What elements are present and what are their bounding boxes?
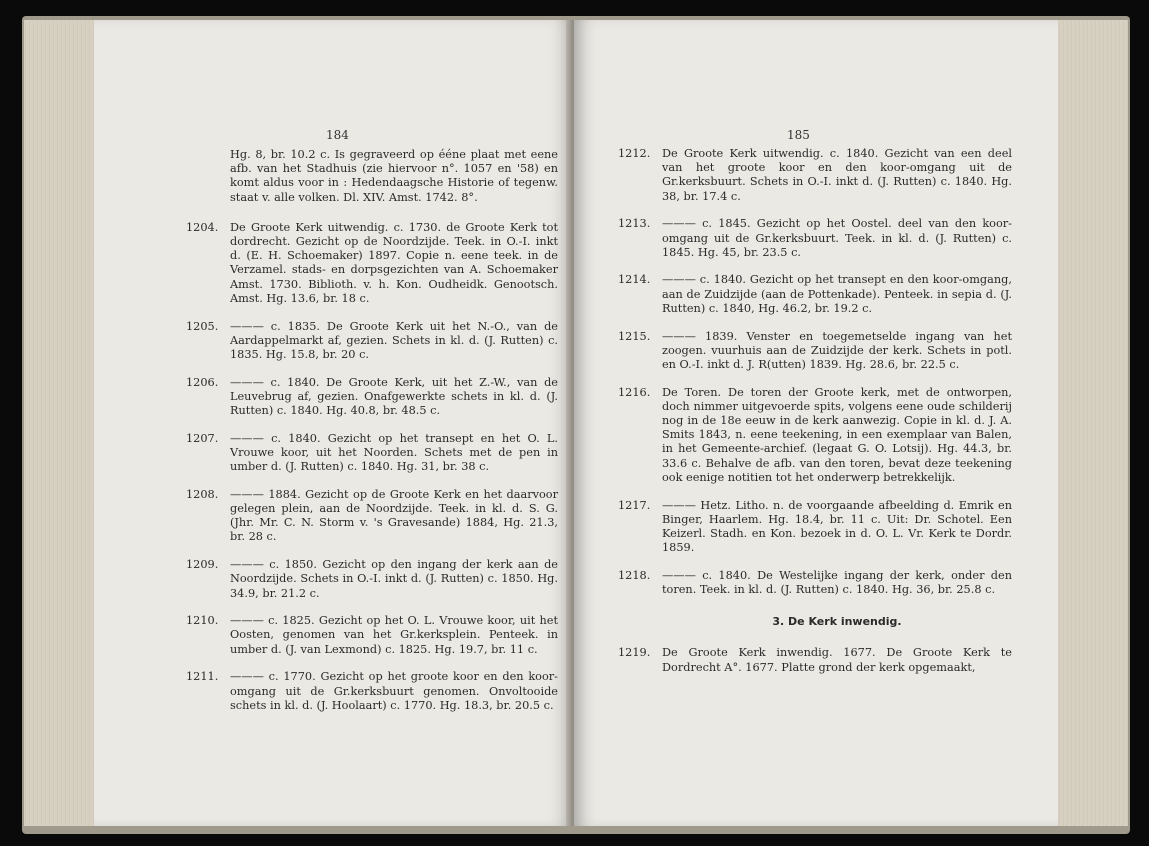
catalog-entry (186, 614, 558, 657)
catalog-entry (618, 499, 1012, 556)
entry-number: 1204. (186, 220, 219, 234)
entry-number: 1214. (618, 273, 651, 287)
catalog-entry (618, 273, 1012, 316)
entry-number: 1209. (186, 558, 219, 572)
left-page-number: 184 (326, 128, 349, 142)
entry-text: ——— 1884. Gezicht op de Groote Kerk en het daarvoor gelegen plein, aan de Noordzijde. Teek. in kl. d. S. G. (Jhr. Mr. C. N. Storm v. 's Gravesande) 1884, Hg. 21.3, br. 28 c. (230, 487, 558, 544)
entry-text: ——— c. 1840. Gezicht op het transept en het O. L. Vrouwe koor, uit het Noorden. Schets met de pen in umber d. (J. Rutten) c. 1840. Hg. 31, br. 38 c. (230, 431, 558, 474)
entry-text: ——— c. 1770. Gezicht op het groote koor en den koor-omgang uit de Gr.kerksbuurt genomen. Onvoltooide schets in kl. d. (J. Hoolaart) c. 1770. Hg. 18.3, br. 20.5 c. (230, 670, 558, 712)
right-entries-a (618, 147, 1012, 597)
entry-text: De Toren. De toren der Groote kerk, met de ontworpen, doch nimmer uitgevoerde spits, volgens eene oude schilderij nog in de 18e eeuw in de kerk aanwezig. Copie in kl. d. J. A. Smits 1843, n. eene teekening, in een exemplaar van Balen, in het Gemeente-archief. (legaat G. O. Lotsij). Hg. 44.3, br. 33.6 c. Behalve de afb. van den toren, bevat deze teekening ook eenige notitien tot het onderwerp betrekkelijk. (662, 385, 1012, 484)
right-entries-b (618, 646, 1012, 674)
entry-number: 1205. (186, 319, 219, 333)
catalog-entry (618, 569, 1012, 597)
left-entries (186, 221, 558, 713)
entry-text: De Groote Kerk uitwendig. c. 1840. Gezicht van een deel van het groote koor en den koor-omgang uit de Gr.kerksbuurt. Schets in O.-I. inkt d. (J. Rutten) c. 1840. Hg. 38, br. 17.4 c. (662, 147, 1012, 203)
right-page-edges (1058, 20, 1128, 826)
entry-text: De Groote Kerk uitwendig. c. 1730. de Groote Kerk tot dordrecht. Gezicht op de Noordzijde. Teek. in O.-I. inkt d. (E. H. Schoemaker) 1897. Copie n. eene teek. in de Verzamel. stads- en dorpsgezichten van A. Schoemaker Amst. 1730. Biblioth. v. h. Kon. Oudheidk. Genootsch. Amst. Hg. 13.6, br. 18 c. (230, 220, 558, 305)
entry-number: 1219. (618, 646, 651, 660)
entry-text: ——— c. 1825. Gezicht op het O. L. Vrouwe koor, uit het Oosten, genomen van het Gr.kerksplein. Penteek. in umber d. (J. van Lexmond) c. 1825. Hg. 19.7, br. 11 c. (230, 614, 558, 656)
entry-text: ——— 1839. Venster en toegemetselde ingang van het zoogen. vuurhuis aan de Zuidzijde der kerk. Schets in potl. en O.-I. inkt d. J. R(utten) 1839. Hg. 28.6, br. 22.5 c. (662, 329, 1012, 371)
entry-text: ——— c. 1835. De Groote Kerk uit het N.-O., van de Aardappelmarkt af, gezien. Schets in kl. d. (J. Rutten) c. 1835. Hg. 15.8, br. 20 c. (230, 319, 558, 361)
entry-number: 1210. (186, 614, 219, 628)
catalog-entry (618, 330, 1012, 373)
catalog-entry (618, 217, 1012, 260)
right-page (574, 20, 1058, 826)
left-page-edges (24, 20, 94, 826)
catalog-entry (618, 386, 1012, 485)
section-heading: 3. De Kerk inwendig. (772, 615, 902, 629)
entry-text: ——— c. 1840. De Groote Kerk, uit het Z.-W., van de Leuvebrug af, gezien. Onafgewerkte schets in kl. d. (J. Rutten) c. 1840. Hg. 40.8, br. 48.5 c. (230, 375, 558, 418)
catalog-entry (186, 432, 558, 475)
entry-text: ——— c. 1845. Gezicht op het Oostel. deel van den koor-omgang uit de Gr.kerksbuurt. Teek. in kl. d. (J. Rutten) c. 1845. Hg. 45, br. 23.5 c. (662, 217, 1012, 259)
continuation-text: Hg. 8, br. 10.2 c. Is gegraveerd op ééne plaat met eene afb. van het Stadhuis (zie hiervoor n°. 1057 en '58) en komt aldus voor in : Hedendaagsche Historie of tegenw. staat v. alle volken. Dl. XIV. Amst. 1742. 8°. (230, 148, 558, 204)
entry-number: 1216. (618, 385, 651, 399)
right-page-content (618, 147, 1012, 688)
entry-number: 1207. (186, 431, 219, 445)
entry-number: 1218. (618, 568, 651, 582)
entry-number: 1217. (618, 498, 651, 512)
entry-number: 1206. (186, 375, 219, 389)
entry-number: 1208. (186, 487, 219, 501)
entry-number: 1213. (618, 217, 651, 231)
catalog-entry (186, 558, 558, 601)
entry-number: 1212. (618, 147, 651, 160)
entry-number: 1215. (618, 329, 651, 343)
entry-text: ——— c. 1840. De Westelijke ingang der kerk, onder den toren. Teek. in kl. d. (J. Rutten) c. 1840. Hg. 36, br. 25.8 c. (662, 568, 1012, 597)
entry-text: ——— c. 1840. Gezicht op het transept en den koor-omgang, aan de Zuidzijde (aan de Pottenkade). Penteek. in sepia d. (J. Rutten) c. 1840, Hg. 46.2, br. 19.2 c. (662, 273, 1012, 315)
right-page-number: 185 (787, 128, 810, 142)
catalog-entry (186, 376, 558, 419)
catalog-entry (186, 221, 558, 306)
entry-number: 1211. (186, 670, 219, 684)
entry-text: ——— c. 1850. Gezicht op den ingang der kerk aan de Noordzijde. Schets in O.-I. inkt d. (J. Rutten) c. 1850. Hg. 34.9, br. 21.2 c. (230, 558, 558, 600)
catalog-entry (186, 320, 558, 363)
entry-text: ——— Hetz. Litho. n. de voorgaande afbeelding d. Emrik en Binger, Haarlem. Hg. 18.4, br. 11 c. Uit: Dr. Schotel. Een Keizerl. Stadh. en Kon. bezoek in d. O. L. Vr. Kerk te Dordr. 1859. (662, 498, 1012, 555)
left-page-content (186, 148, 558, 727)
left-page (94, 20, 572, 826)
catalog-entry (186, 670, 558, 713)
catalog-entry (618, 646, 1012, 674)
catalog-entry (186, 488, 558, 545)
catalog-entry (618, 147, 1012, 204)
entry-text: De Groote Kerk inwendig. 1677. De Groote Kerk te Dordrecht A°. 1677. Platte grond der kerk opgemaakt, (662, 646, 1012, 674)
